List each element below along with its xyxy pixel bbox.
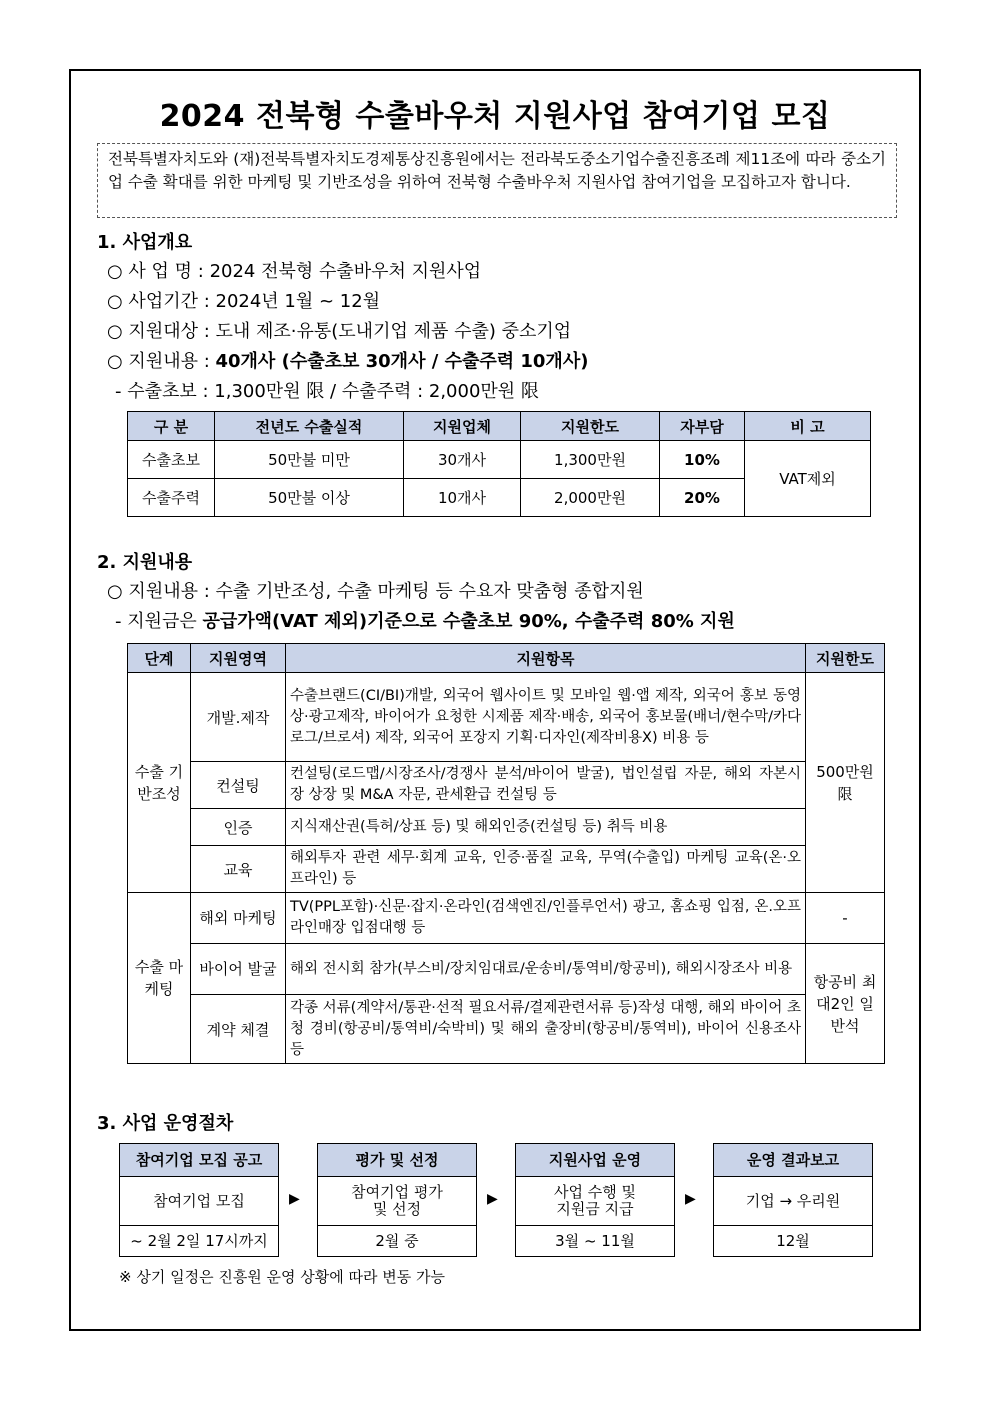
overview-sub: - 수출초보 : 1,300만원 限 / 수출주력 : 2,000만원 限 [115, 381, 539, 402]
limit-dash: - [806, 893, 885, 944]
step-recruit: 참여기업 모집 공고 참여기업 모집 ~ 2월 2일 17시까지 [119, 1143, 279, 1257]
table-row: 교육 해외투자 관련 세무·회계 교육, 인증·품질 교육, 무역(수출입) 마케팅 교육(온·오프라인) 등 [128, 846, 885, 893]
overview-item-content: ○ 지원내용 : 40개사 (수출초보 30개사 / 수출주력 10개사) [107, 351, 589, 372]
table-row: 계약 체결 각종 서류(계약서/통관·선적 필요서류/결제관련서류 등)작성 대행, 해외 바이어 초청 경비(항공비/통역비/숙박비) 및 해외 출장비(항공비/통역비), 바이어 신용조사 등 [128, 995, 885, 1064]
th-limit: 지원한도 [521, 412, 660, 441]
th-companies: 지원업체 [404, 412, 521, 441]
table-row: 수출 기반조성 개발.제작 수출브랜드(CI/BI)개발, 외국어 웹사이트 및 모바일 웹·앱 제작, 외국어 홍보 동영상·광고제작, 바이어가 요청한 시제품 제작·배송, 외국어 홍보물(배너/현수막/카다로그/브로셔) 제작, 외국어 포장지 기획·디자인(제작비용X) 비용 등 500만원 限 [128, 673, 885, 762]
limit-500: 500만원 限 [806, 673, 885, 893]
table-row: 수출주력 50만불 이상 10개사 2,000만원 20% [128, 479, 871, 517]
section1-heading: 1. 사업개요 [97, 232, 193, 253]
table-row: 수출초보 50만불 미만 30개사 1,300만원 10% VAT제외 [128, 441, 871, 479]
support-content: ○ 지원내용 : 수출 기반조성, 수출 마케팅 등 수요자 맞춤형 종합지원 [107, 581, 644, 602]
step-report: 운영 결과보고 기업 → 우리원 12월 [713, 1143, 873, 1257]
overview-item-target: ○ 지원대상 : 도내 제조·유통(도내기업 제품 수출) 중소기업 [107, 321, 572, 342]
support-table: 단계 지원영역 지원항목 지원한도 수출 기반조성 개발.제작 수출브랜드(CI/BI)개발, 외국어 웹사이트 및 모바일 웹·앱 제작, 외국어 홍보 동영상·광고제작, 바이어가 요청한 시제품 제작·배송, 외국어 홍보물(배너/현수막/카다로그/브로셔) 제작, 외국어 포장지 기획·디자인(제작비용X) 비용 등 500만원 限 컨설팅 컨설팅(로드맵/시장조사/경쟁사 분석/바이어 발굴), 법인설립 자문, 해외 자본시장 상장 및 M&A 자문, 관세환급 컨설팅 등 인증 지식재산권(특허/상표 등) 및 해외인증(컨설팅 등) 취득 비용 교육 해외투자 관련 세무·회계 교육, 인증·품질 교육, 무역(수출입) 마케팅 교육(온·오프라인) 등 수출 마케팅 해외 마케팅 TV(PPL포함)·신문·잡지·온라인(검색엔진/인플루언서) 광고, 홈쇼핑 입점, 온.오프라인매장 입점대행 등 - 바이어 발굴 해외 전시회 참가(부스비/장치임대료/운송비/통역비/항공비), 해외시장조사 비용 항공비 최대2인 일반석 계약 체결 각종 서류(계약서/통관·선적 필요서류/결제관련서류 등)작성 대행, 해외 바이어 초청 경비(항공비/통역비/숙박비) 및 해외 출장비(항공비/통역비), 바이어 신용조사 등 [127, 643, 885, 1064]
schedule-note: ※ 상기 일정은 진흥원 운영 상황에 따라 변동 가능 [119, 1268, 446, 1286]
vat-note: VAT제외 [745, 441, 871, 517]
table-row: 인증 지식재산권(특허/상표 등) 및 해외인증(컨설팅 등) 취득 비용 [128, 809, 885, 846]
overview-table [127, 411, 871, 517]
overview-item-period: ○ 사업기간 : 2024년 1월 ~ 12월 [107, 291, 381, 312]
arrow-icon: ▶ [487, 1191, 498, 1207]
step-evaluation: 평가 및 선정 참여기업 평가 및 선정 2월 중 [317, 1143, 477, 1257]
stage-marketing: 수출 마케팅 [128, 893, 191, 1064]
section3-heading: 3. 사업 운영절차 [97, 1113, 234, 1134]
arrow-icon: ▶ [685, 1191, 696, 1207]
overview-item-name: ○ 사 업 명 : 2024 전북형 수출바우처 지원사업 [107, 261, 482, 282]
arrow-icon: ▶ [289, 1191, 300, 1207]
support-rate: - 지원금은 공급가액(VAT 제외)기준으로 수출초보 90%, 수출주력 80% 지원 [115, 611, 735, 632]
table-row: 수출 마케팅 해외 마케팅 TV(PPL포함)·신문·잡지·온라인(검색엔진/인플루언서) 광고, 홈쇼핑 입점, 온.오프라인매장 입점대행 등 - [128, 893, 885, 944]
limit-airfare: 항공비 최대2인 일반석 [806, 944, 885, 1064]
step-operation: 지원사업 운영 사업 수행 및 지원금 지급 3월 ~ 11월 [515, 1143, 675, 1257]
page-title: 2024 전북형 수출바우처 지원사업 참여기업 모집 [159, 99, 831, 134]
th-prev-export: 전년도 수출실적 [215, 412, 404, 441]
table-row: 바이어 발굴 해외 전시회 참가(부스비/장치임대료/운송비/통역비/항공비), 해외시장조사 비용 항공비 최대2인 일반석 [128, 944, 885, 995]
th-self-pay: 자부담 [660, 412, 745, 441]
stage-basis: 수출 기반조성 [128, 673, 191, 893]
th-category: 구 분 [128, 412, 215, 441]
intro-box: 전북특별자치도와 (재)전북특별자치도경제통상진흥원에서는 전라북도중소기업수출진흥조례 제11조에 따라 중소기업 수출 확대를 위한 마케팅 및 기반조성을 위하여 전북형 수출바우처 지원사업 참여기업을 모집하고자 합니다. [97, 143, 897, 218]
th-remark: 비 고 [745, 412, 871, 441]
document-frame [69, 69, 921, 1331]
table-row: 컨설팅 컨설팅(로드맵/시장조사/경쟁사 분석/바이어 발굴), 법인설립 자문, 해외 자본시장 상장 및 M&A 자문, 관세환급 컨설팅 등 [128, 762, 885, 809]
section2-heading: 2. 지원내용 [97, 552, 193, 573]
